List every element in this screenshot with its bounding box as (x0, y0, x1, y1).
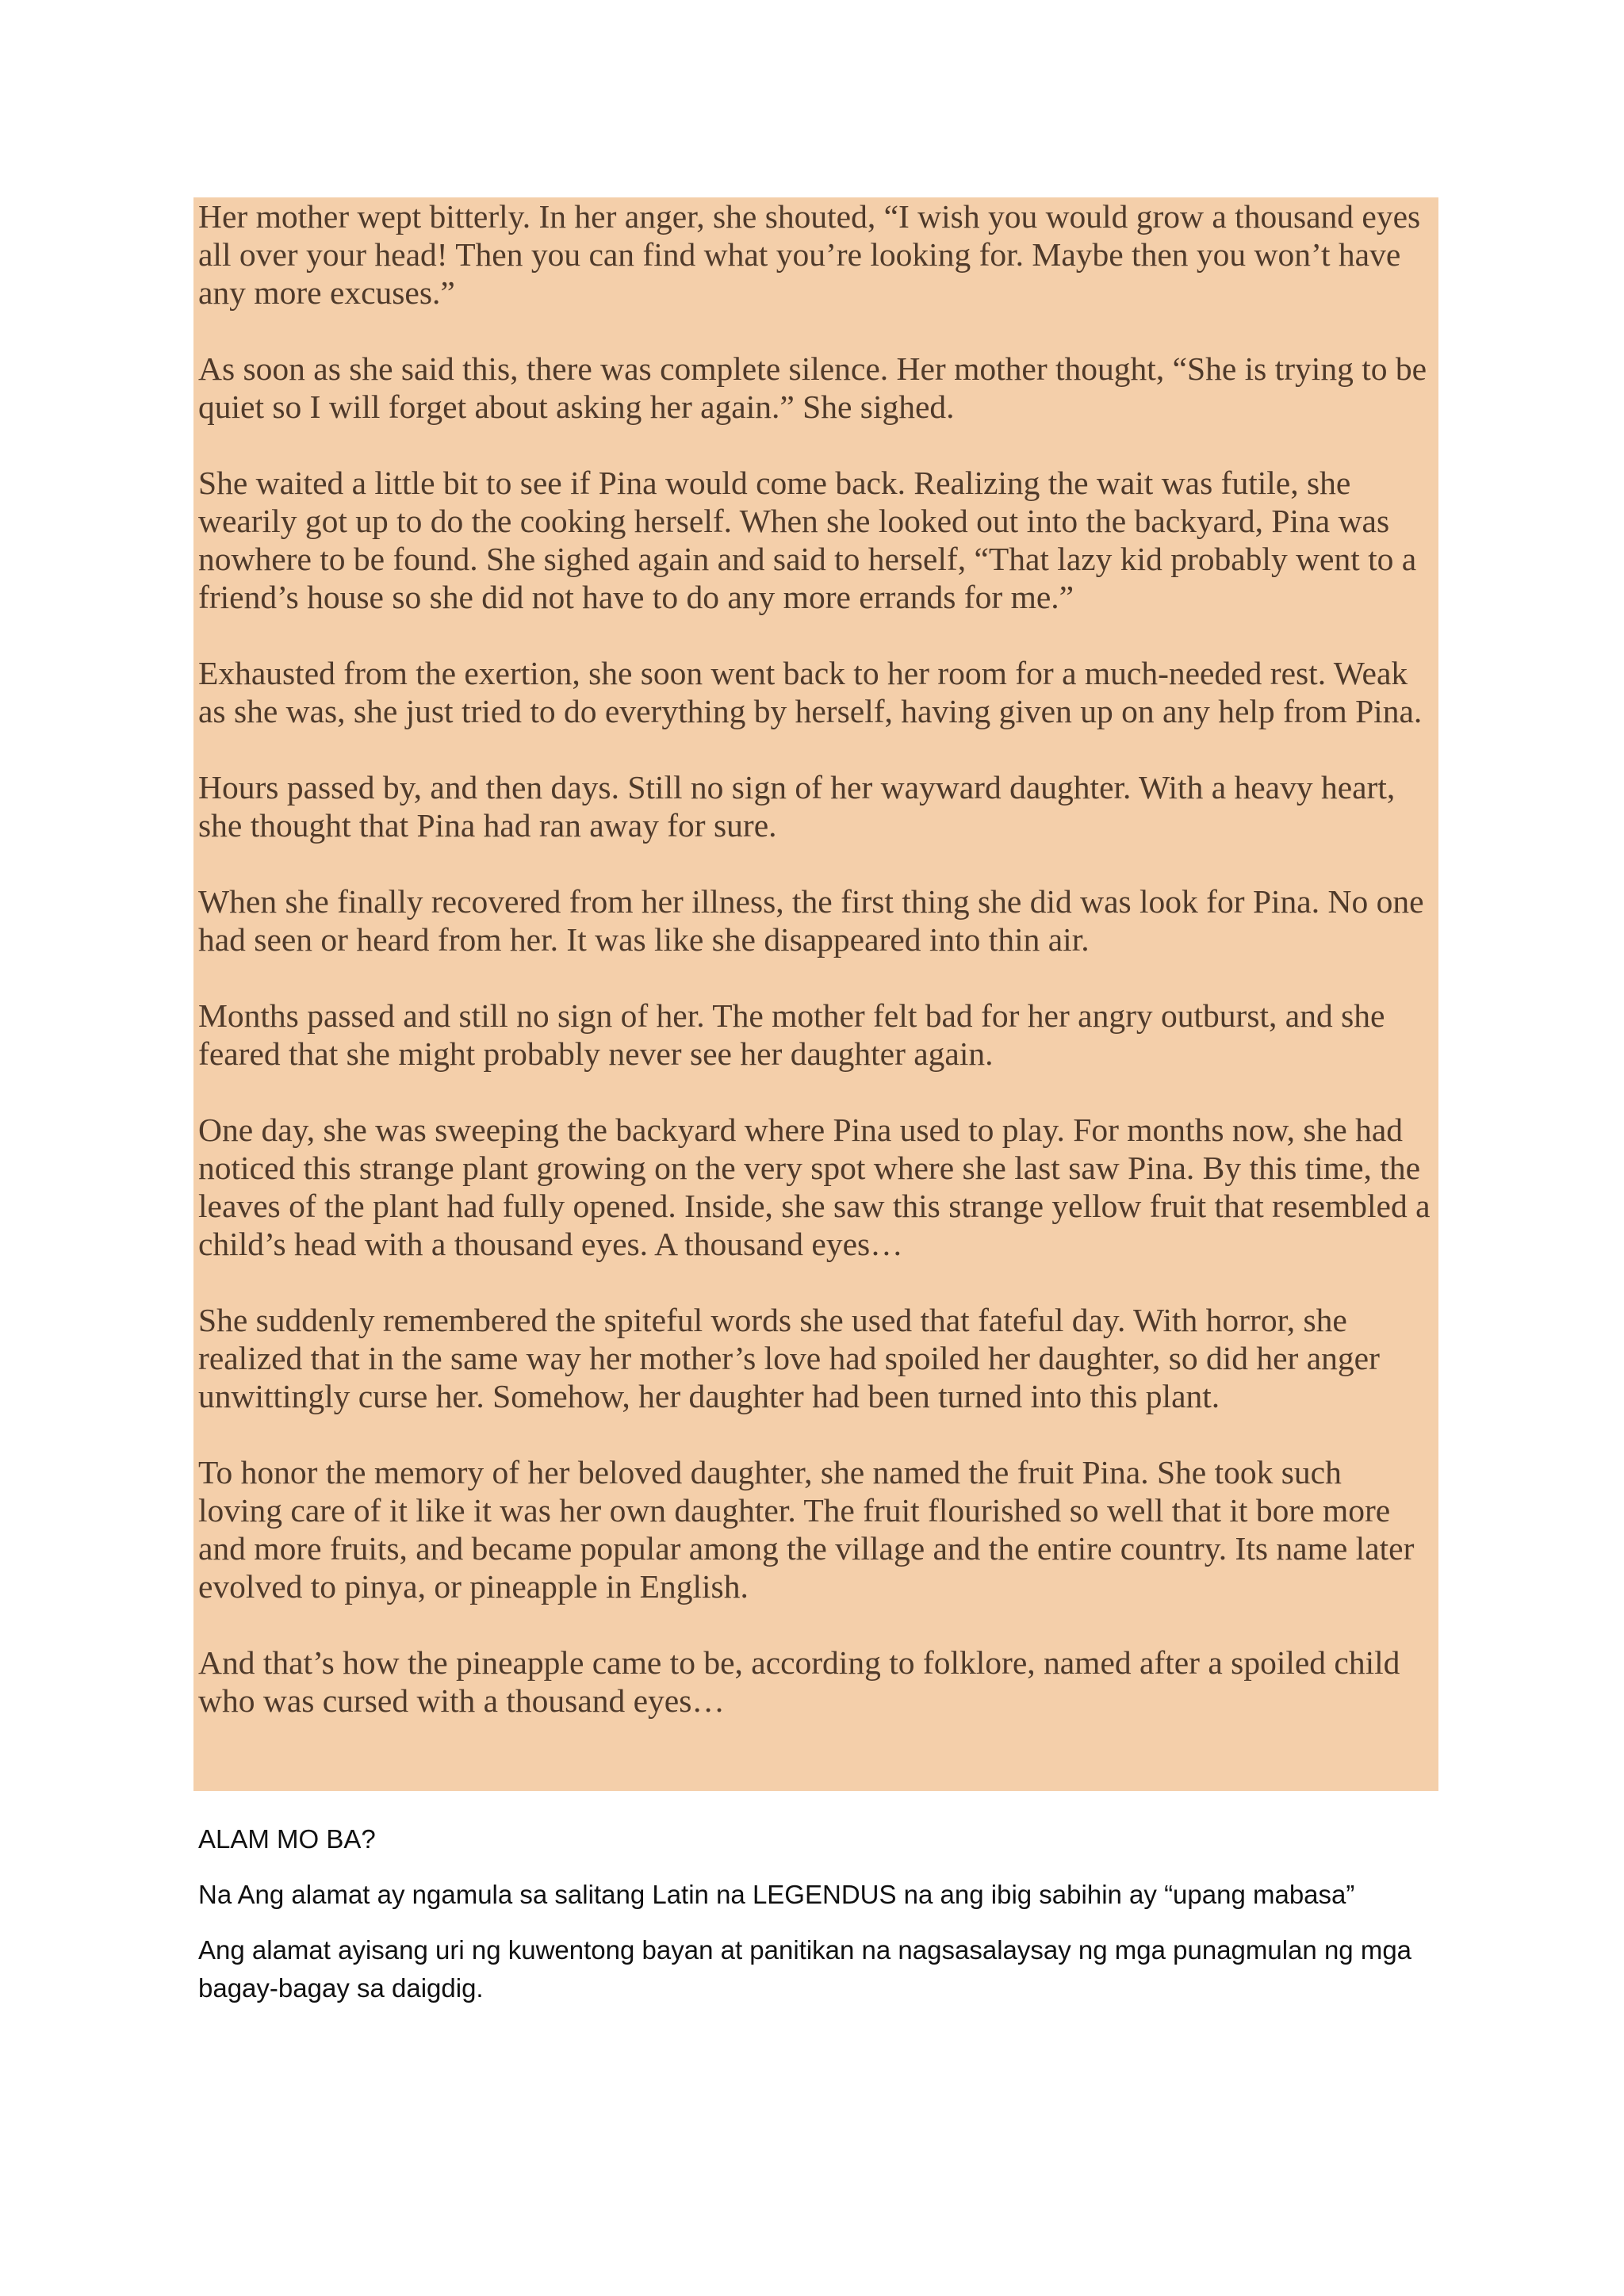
note-paragraph-1: Na Ang alamat ay ngamula sa salitang Latin na LEGENDUS na ang ibig sabihin ay “upang mabasa” (198, 1880, 1355, 1909)
story-paragraph-11: And that’s how the pineapple came to be, according to folklore, named after a spoiled child who was cursed with a thousand eyes… (198, 1644, 1400, 1719)
note-paragraph-2: Ang alamat ayisang uri ng kuwentong bayan at panitikan na nagsasalaysay ng mga punagmulan ng mga bagay-bagay sa daigdig. (198, 1935, 1412, 2003)
story-paragraph-8: One day, she was sweeping the backyard where Pina used to play. For months now, she had noticed this strange plant growing on the very spot where she last saw Pina. By this time, the leaves of the plant had fully opened. Inside, she saw this strange yellow fruit that resembled a child’s head with a thousand eyes. A thousand eyes… (198, 1112, 1431, 1262)
story-paragraph-1: Her mother wept bitterly. In her anger, she shouted, “I wish you would grow a thousand eyes all over your head! Then you can find what you’re looking for. Maybe then you won’t have any more excuses.” (198, 198, 1421, 311)
story-paragraph-7: Months passed and still no sign of her. The mother felt bad for her angry outburst, and she feared that she might probably never see her daughter again. (198, 997, 1385, 1072)
story-paragraph-4: Exhausted from the exertion, she soon went back to her room for a much-needed rest. Weak as she was, she just tried to do everything by herself, having given up on any help from Pina. (198, 655, 1423, 729)
section-heading: ALAM MO BA? (198, 1824, 376, 1854)
story-paragraph-10: To honor the memory of her beloved daughter, she named the fruit Pina. She took such loving care of it like it was her own daughter. The fruit flourished so well that it bore more and more fruits, and became popular among the village and the entire country. Its name later evolved to pinya, or pineapple in English. (198, 1454, 1415, 1605)
did-you-know-section (198, 1820, 1443, 2007)
story-paragraph-5: Hours passed by, and then days. Still no sign of her wayward daughter. With a heavy heart, she thought that Pina had ran away for sure. (198, 769, 1396, 844)
story-paragraph-3: She waited a little bit to see if Pina would come back. Realizing the wait was futile, she wearily got up to do the cooking herself. When she looked out into the backyard, Pina was nowhere to be found. She sighed again and said to herself, “That lazy kid probably went to a friend’s house so she did not have to do any more errands for me.” (198, 465, 1417, 615)
story-excerpt-box (193, 197, 1438, 1791)
story-paragraph-6: When she finally recovered from her illness, the first thing she did was look for Pina. No one had seen or heard from her. It was like she disappeared into thin air. (198, 883, 1424, 958)
story-paragraph-9: She suddenly remembered the spiteful words she used that fateful day. With horror, she realized that in the same way her mother’s love had spoiled her daughter, so did her anger unwittingly curse her. Somehow, her daughter had been turned into this plant. (198, 1302, 1380, 1414)
story-paragraph-2: As soon as she said this, there was complete silence. Her mother thought, “She is trying to be quiet so I will forget about asking her again.” She sighed. (198, 350, 1427, 425)
